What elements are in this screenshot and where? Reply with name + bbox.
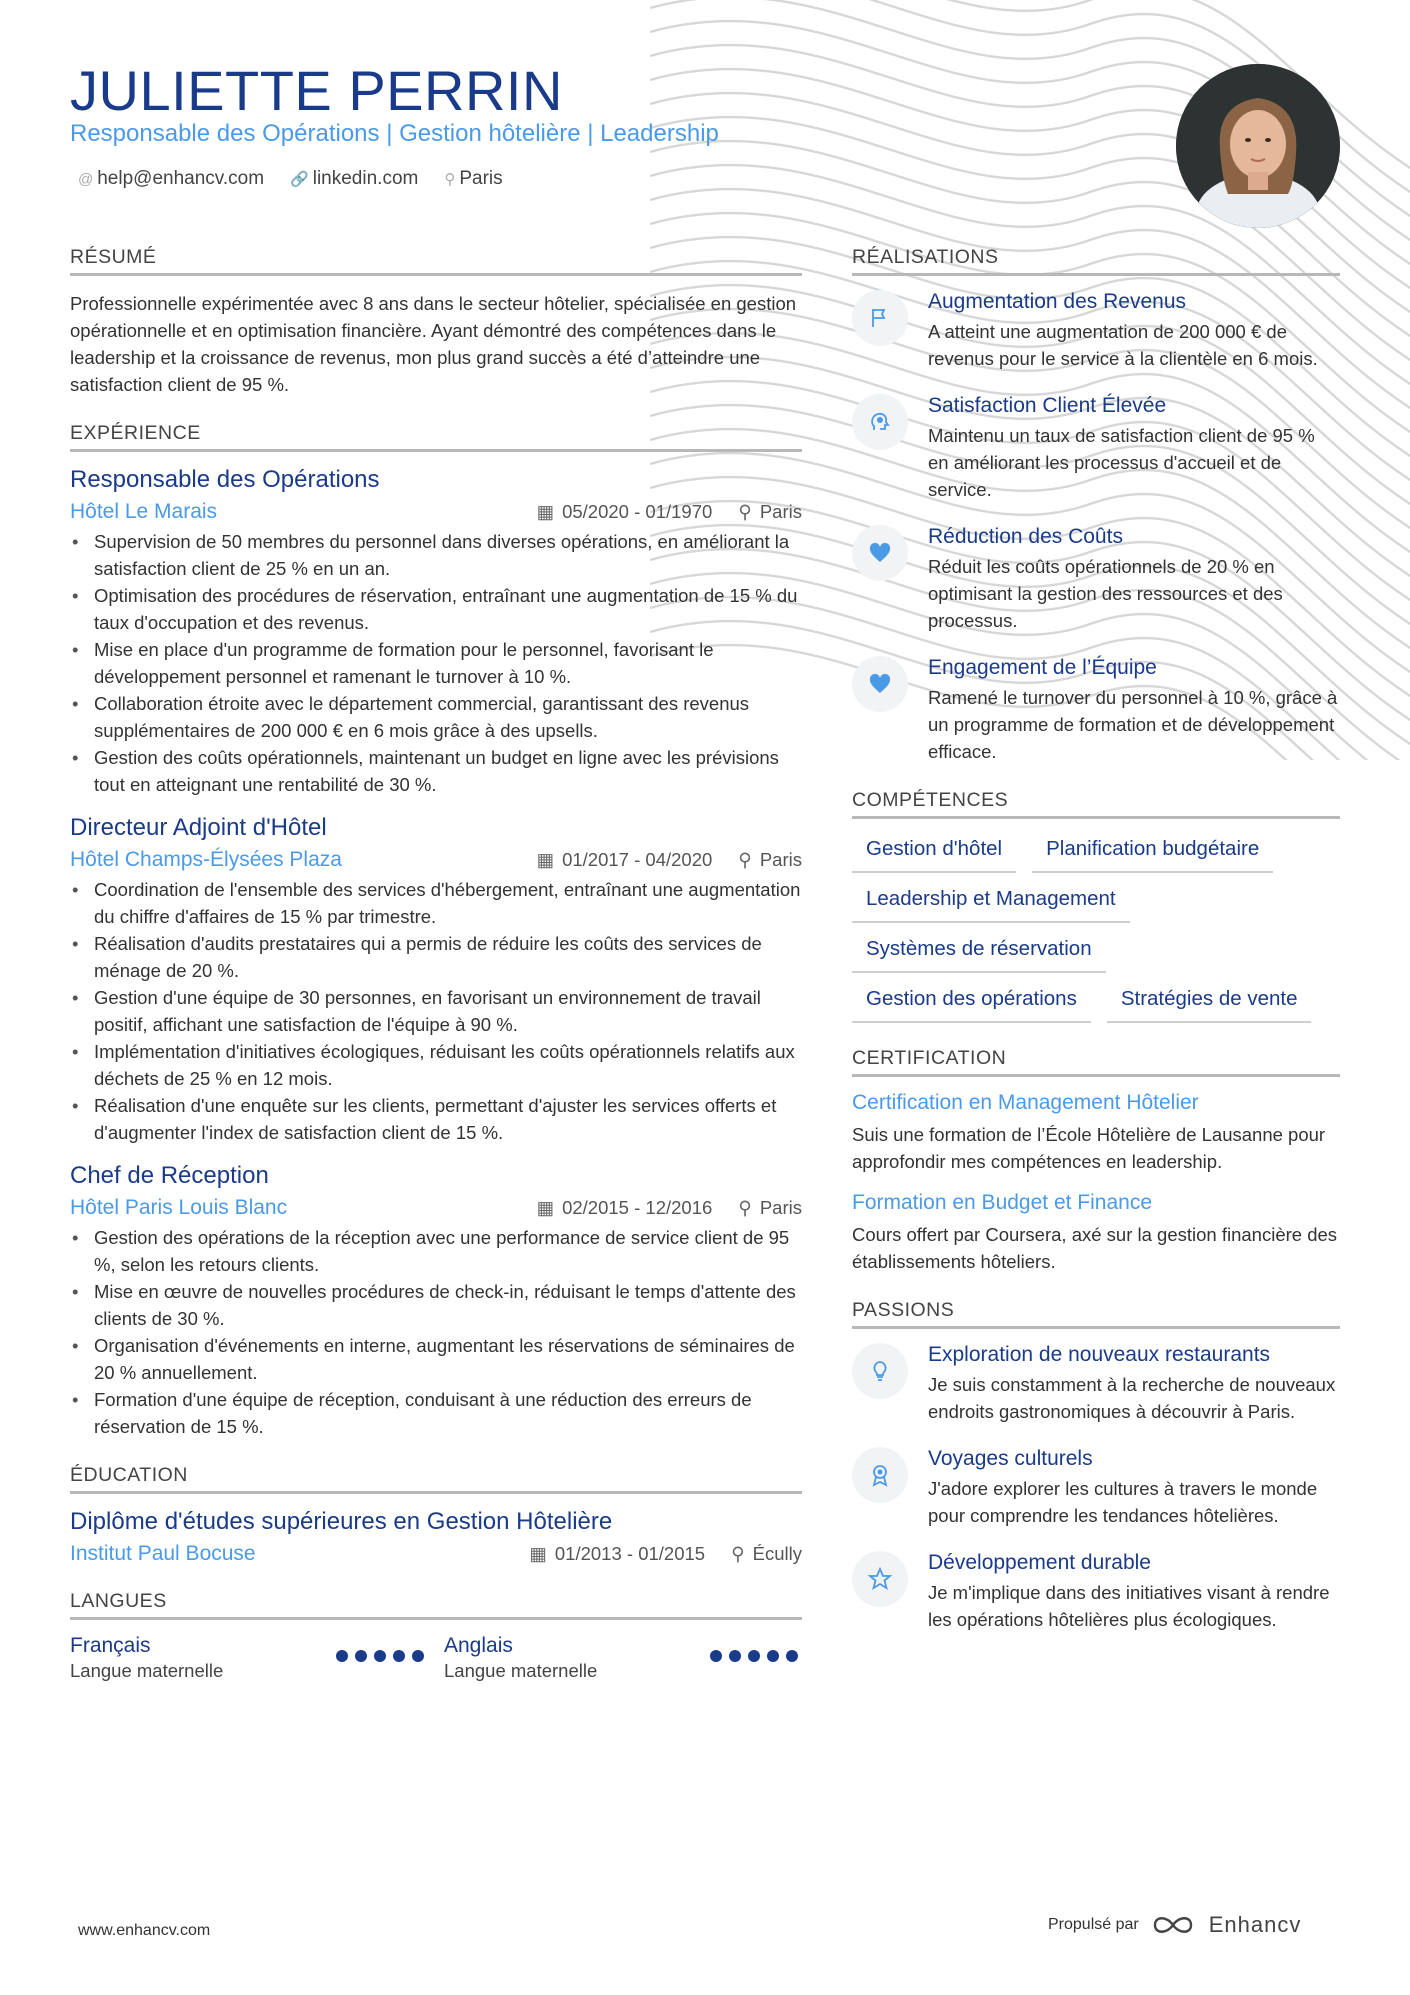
skill-row xyxy=(852,933,1340,973)
item-title: Augmentation des Revenus xyxy=(928,290,1186,313)
date-range: ▦ 01/2013 - 01/2015 xyxy=(529,1543,706,1564)
job-title: Directeur Adjoint d'Hôtel xyxy=(70,814,327,841)
skill-tag: Planification budgétaire xyxy=(1032,833,1273,873)
achievement-item xyxy=(852,525,1340,634)
award-icon xyxy=(852,1447,908,1503)
job-title: Responsable des Opérations xyxy=(70,466,380,493)
date-range: ▦ 05/2020 - 01/1970 xyxy=(536,501,713,522)
brand-name: Enhancv xyxy=(1208,1912,1302,1937)
certification-item xyxy=(852,1091,1340,1175)
location-pin-icon: ⚲ xyxy=(738,849,752,870)
location-pin-icon: ⚲ xyxy=(731,1543,745,1564)
calendar-icon: ▦ xyxy=(536,1197,555,1218)
star-icon xyxy=(852,1551,908,1607)
summary-section xyxy=(70,246,802,398)
lightbulb-icon xyxy=(852,1343,908,1399)
certification-title: Certification en Management Hôtelier xyxy=(852,1091,1199,1114)
bullet-item: • Formation d'une équipe de réception, conduisant à une réduction des erreurs de réservation de 15 %. xyxy=(94,1386,802,1440)
bullet-list xyxy=(70,876,802,1146)
skill-row xyxy=(852,983,1340,1023)
section-title: ÉDUCATION xyxy=(70,1464,802,1494)
proficiency-dots xyxy=(336,1650,424,1682)
heart-icon xyxy=(852,656,908,712)
language-level: Langue maternelle xyxy=(70,1660,224,1681)
item-description: Ramené le turnover du personnel à 10 %, grâce à un programme de formation et de développement efficace. xyxy=(928,687,1338,762)
skills-section xyxy=(852,789,1340,1023)
bullet-item: • Gestion des opérations de la réception avec une performance de service client de 95 %, selon les retours clients. xyxy=(94,1224,802,1278)
bullet-item: • Mise en place d'un programme de formation pour le personnel, favorisant le développement personnel et ramenant le turnover à 10 %. xyxy=(94,636,802,690)
item-description: A atteint une augmentation de 200 000 € de revenus pour le service à la clientèle en 6 mois. xyxy=(928,321,1318,369)
footer-branding xyxy=(1048,1912,1301,1938)
item-description: Réduit les coûts opérationnels de 20 % en optimisant la gestion des ressources et des processus. xyxy=(928,556,1283,631)
location-pin-icon: ⚲ xyxy=(444,171,456,188)
flag-icon xyxy=(852,290,908,346)
linkedin-contact[interactable]: 🔗 linkedin.com xyxy=(290,168,419,189)
bullet-item: • Organisation d'événements en interne, augmentant les réservations de séminaires de 20 % annuellement. xyxy=(94,1332,802,1386)
bullet-list xyxy=(70,528,802,798)
certification-section xyxy=(852,1047,1340,1275)
bullet-item: • Gestion des coûts opérationnels, maintenant un budget en ligne avec les prévisions tout en atteignant une rentabilité de 30 %. xyxy=(94,744,802,798)
experience-section xyxy=(70,422,802,1440)
bullet-item: • Mise en œuvre de nouvelles procédures de check-in, réduisant le temps d'attente des clients de 30 %. xyxy=(94,1278,802,1332)
link-icon: 🔗 xyxy=(290,171,309,188)
school-name: Institut Paul Bocuse xyxy=(70,1542,256,1565)
item-title: Développement durable xyxy=(928,1551,1151,1574)
proficiency-dot xyxy=(748,1650,760,1662)
item-description: Je suis constamment à la recherche de nouveaux endroits gastronomiques à découvrir à Paris. xyxy=(928,1374,1336,1422)
enhancv-logo-icon xyxy=(1151,1912,1197,1938)
location: ⚲ Écully xyxy=(731,1543,802,1564)
proficiency-dot xyxy=(729,1650,741,1662)
job-entry xyxy=(70,1162,802,1440)
passion-item xyxy=(852,1447,1340,1529)
languages-section xyxy=(70,1590,802,1682)
language-name: Anglais xyxy=(444,1634,513,1657)
language-item xyxy=(444,1634,802,1682)
achievement-item xyxy=(852,290,1340,372)
bullet-item: • Optimisation des procédures de réservation, entraînant une augmentation de 15 % du taux d'occupation et des revenus. xyxy=(94,582,802,636)
email-contact[interactable]: @ help@enhancv.com xyxy=(78,168,265,189)
achievement-item xyxy=(852,656,1340,765)
date-range: ▦ 02/2015 - 12/2016 xyxy=(536,1197,713,1218)
bullet-item: • Coordination de l'ensemble des services d'hébergement, entraînant une augmentation du chiffre d'affaires de 15 % par trimestre. xyxy=(94,876,802,930)
at-icon: @ xyxy=(78,171,94,188)
proficiency-dot xyxy=(767,1650,779,1662)
education-section xyxy=(70,1464,802,1566)
skill-tag: Gestion d'hôtel xyxy=(852,833,1016,873)
powered-by-label: Propulsé par xyxy=(1048,1916,1139,1933)
date-range: ▦ 01/2017 - 04/2020 xyxy=(536,849,713,870)
location: ⚲ Paris xyxy=(738,1197,802,1218)
headline: Responsable des Opérations | Gestion hôtelière | Leadership xyxy=(70,120,719,147)
proficiency-dots xyxy=(710,1650,798,1682)
certification-description: Suis une formation de l’École Hôtelière de Lausanne pour approfondir mes compétences en leadership. xyxy=(852,1124,1326,1172)
bullet-item: • Collaboration étroite avec le département commercial, garantissant des revenus supplémentaires de 200 000 € en 6 mois grâce à des upsells. xyxy=(94,690,802,744)
company-name: Hôtel Champs-Élysées Plaza xyxy=(70,848,342,871)
achievements-section xyxy=(852,246,1340,765)
bullet-item: • Réalisation d'une enquête sur les clients, permettant d'ajuster les services offerts et d'augmenter l'index de satisfaction client de 15 %. xyxy=(94,1092,802,1146)
proficiency-dot xyxy=(412,1650,424,1662)
footer-website[interactable]: www.enhancv.com xyxy=(78,1922,211,1939)
section-title: EXPÉRIENCE xyxy=(70,422,802,452)
bullet-item: • Gestion d'une équipe de 30 personnes, en favorisant un environnement de travail positif, affichant une satisfaction de l'équipe à 90 %. xyxy=(94,984,802,1038)
location-contact: ⚲ Paris xyxy=(444,168,503,189)
location: ⚲ Paris xyxy=(738,849,802,870)
section-title: COMPÉTENCES xyxy=(852,789,1340,819)
job-title: Chef de Réception xyxy=(70,1162,269,1189)
proficiency-dot xyxy=(336,1650,348,1662)
avatar xyxy=(1176,64,1340,228)
contact-bar xyxy=(78,168,503,190)
language-name: Français xyxy=(70,1634,151,1657)
item-description: Maintenu un taux de satisfaction client de 95 % en améliorant les processus d'accueil et de service. xyxy=(928,425,1315,500)
achievement-item xyxy=(852,394,1340,503)
proficiency-dot xyxy=(710,1650,722,1662)
skill-tag: Stratégies de vente xyxy=(1107,983,1312,1023)
certification-description: Cours offert par Coursera, axé sur la gestion financière des établissements hôteliers. xyxy=(852,1224,1338,1272)
bullet-item: • Supervision de 50 membres du personnel dans diverses opérations, en améliorant la satisfaction client de 25 % en un an. xyxy=(94,528,802,582)
calendar-icon: ▦ xyxy=(529,1543,547,1564)
section-title: CERTIFICATION xyxy=(852,1047,1340,1077)
certification-title: Formation en Budget et Finance xyxy=(852,1191,1153,1214)
location-pin-icon: ⚲ xyxy=(738,501,752,522)
bullet-item: • Implémentation d'initiatives écologiques, réduisant les coûts opérationnels relatifs aux déchets de 25 % en 12 mois. xyxy=(94,1038,802,1092)
item-description: Je m'implique dans des initiatives visant à rendre les opérations hôtelières plus écologiques. xyxy=(928,1582,1330,1630)
skill-tag: Gestion des opérations xyxy=(852,983,1091,1023)
section-title: RÉSUMÉ xyxy=(70,246,802,276)
item-title: Voyages culturels xyxy=(928,1447,1093,1470)
job-entry xyxy=(70,466,802,798)
passion-item xyxy=(852,1343,1340,1425)
location: ⚲ Paris xyxy=(738,501,802,522)
degree-title: Diplôme d'études supérieures en Gestion Hôtelière xyxy=(70,1508,613,1535)
head-icon xyxy=(852,394,908,450)
skill-row xyxy=(852,883,1340,923)
bullet-list xyxy=(70,1224,802,1440)
item-description: J'adore explorer les cultures à travers le monde pour comprendre les tendances hôtelières. xyxy=(928,1478,1318,1526)
section-title: LANGUES xyxy=(70,1590,802,1620)
proficiency-dot xyxy=(393,1650,405,1662)
left-column xyxy=(70,246,802,1706)
item-title: Réduction des Coûts xyxy=(928,525,1123,548)
section-title: RÉALISATIONS xyxy=(852,246,1340,276)
job-entry xyxy=(70,814,802,1146)
location-pin-icon: ⚲ xyxy=(738,1197,752,1218)
item-title: Exploration de nouveaux restaurants xyxy=(928,1343,1271,1366)
calendar-icon: ▦ xyxy=(536,501,555,522)
passion-item xyxy=(852,1551,1340,1633)
language-item xyxy=(70,1634,428,1682)
skill-tag: Systèmes de réservation xyxy=(852,933,1106,973)
item-title: Satisfaction Client Élevée xyxy=(928,394,1167,417)
proficiency-dot xyxy=(355,1650,367,1662)
company-name: Hôtel Paris Louis Blanc xyxy=(70,1196,288,1219)
proficiency-dot xyxy=(374,1650,386,1662)
summary-text: Professionnelle expérimentée avec 8 ans dans le secteur hôtelier, spécialisée en gestion opérationnelle et en optimisation financière. Ayant démontré des compétences dans le leadership et la croissance de revenus, mon plus grand succès a été d’atteindre une satisfaction client de 95 %. xyxy=(70,293,797,395)
skill-tag: Leadership et Management xyxy=(852,883,1130,923)
item-title: Engagement de l’Équipe xyxy=(928,656,1157,679)
right-column xyxy=(852,246,1340,1657)
passions-section xyxy=(852,1299,1340,1633)
language-level: Langue maternelle xyxy=(444,1660,598,1681)
certification-item xyxy=(852,1191,1340,1275)
company-name: Hôtel Le Marais xyxy=(70,500,218,523)
proficiency-dot xyxy=(786,1650,798,1662)
candidate-name: JULIETTE PERRIN xyxy=(70,59,563,122)
calendar-icon: ▦ xyxy=(536,849,555,870)
heart-icon xyxy=(852,525,908,581)
section-title: PASSIONS xyxy=(852,1299,1340,1329)
bullet-item: • Réalisation d'audits prestataires qui a permis de réduire les coûts des services de ménage de 20 %. xyxy=(94,930,802,984)
skill-row xyxy=(852,833,1340,873)
